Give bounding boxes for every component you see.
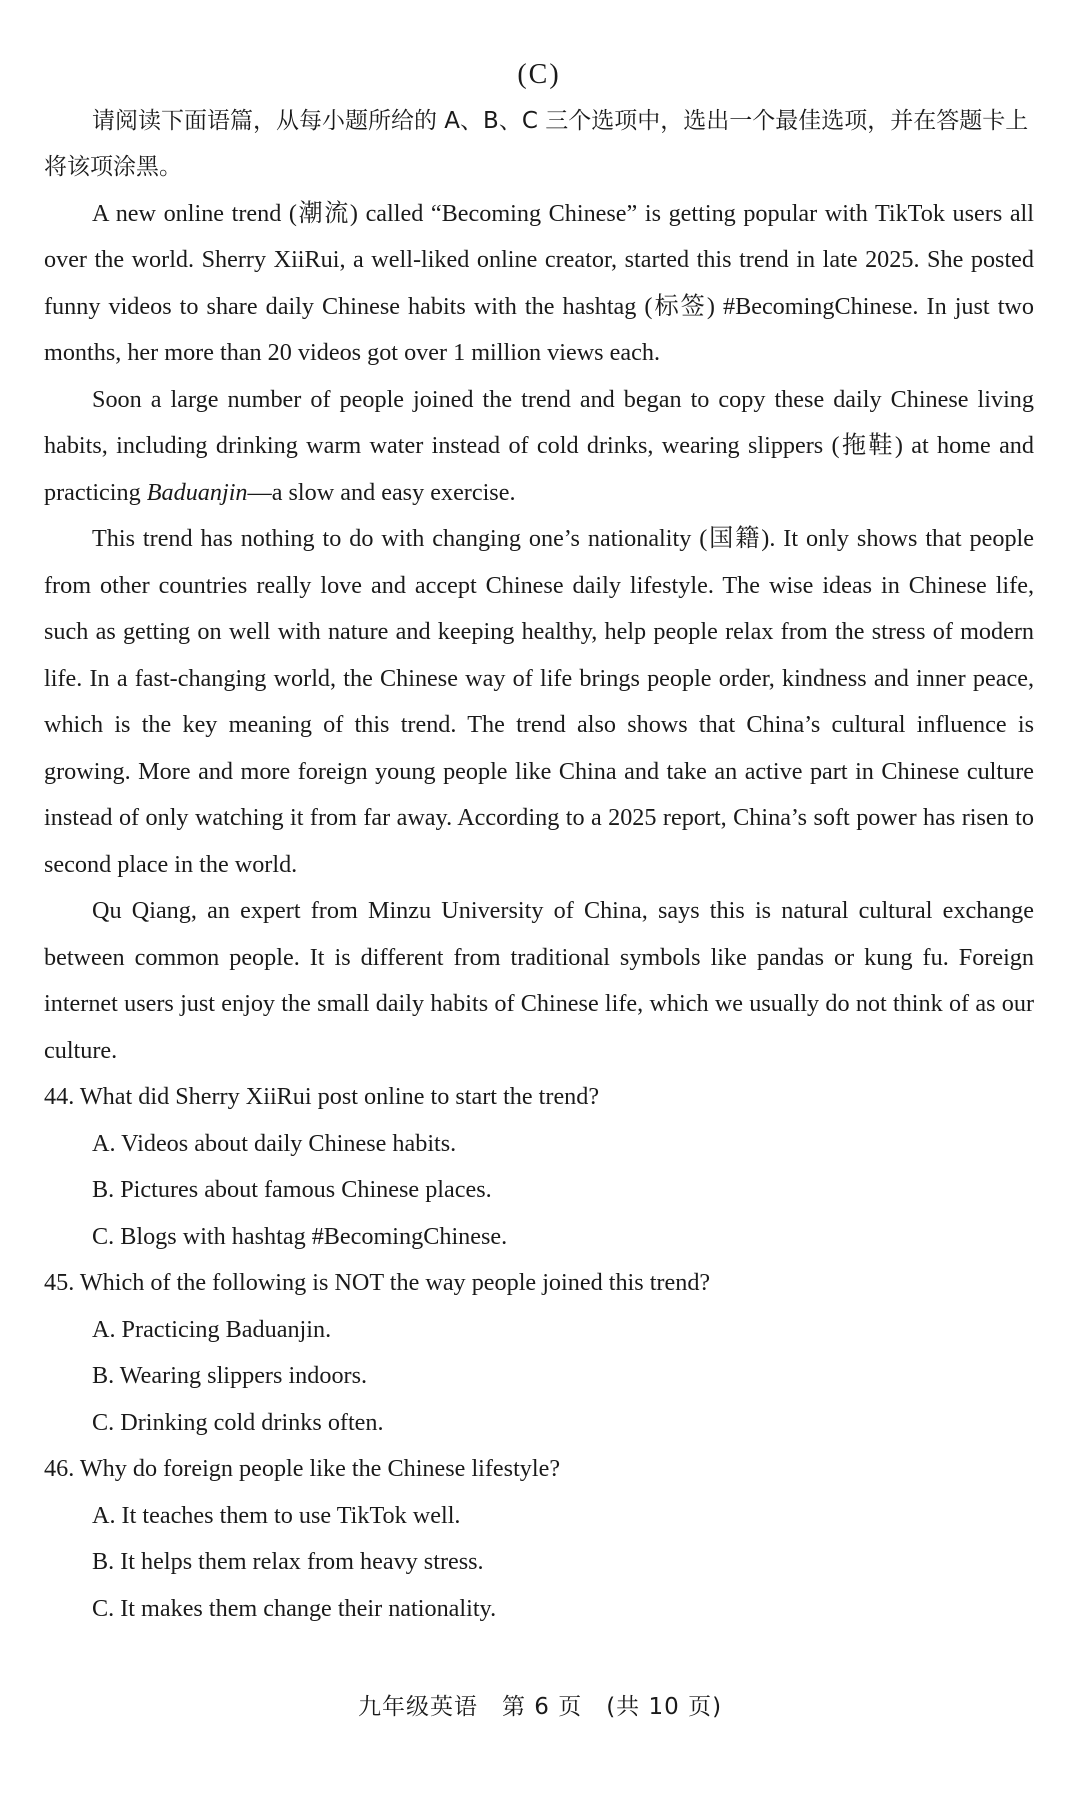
- exam-page: [44, 58, 1034, 1632]
- question-stem: 46. Why do foreign people like the Chinese lifestyle?: [44, 1455, 561, 1483]
- question-stem: 44. What did Sherry XiiRui post online to start the trend?: [44, 1083, 600, 1111]
- option-a[interactable]: A. Practicing Baduanjin.: [92, 1315, 332, 1343]
- passage-paragraph-3: This trend has nothing to do with changing one’s nationality (国籍). It only shows that people from other countries really love and accept Chinese daily lifestyle. The wise ideas in Chinese life, such as getting on well with nature and keeping healthy, help people relax from the stress of modern life. In a fast-changing world, the Chinese way of life brings people order, kindness and inner peace, which is the key meaning of this trend. The trend also shows that China’s cultural influence is growing. More and more foreign young people like China and take an active part in Chinese culture instead of only watching it from far away. According to a 2025 report, China’s soft power has risen to second place in the world.: [44, 525, 1034, 878]
- passage-paragraph-2-text: Soon a large number of people joined the trend and began to copy these daily Chinese living habits, including drinking warm water instead of cold drinks, wearing slippers (拖鞋) at home and practicing: [44, 385, 1034, 506]
- passage-paragraph-1: A new online trend (潮流) called “Becoming Chinese” is getting popular with TikTok users all over the world. Sherry XiiRui, a well-liked online creator, started this trend in late 2025. She posted funny videos to share daily Chinese habits with the hashtag (标签) #BecomingChinese. In just two months, her more than 20 videos got over 1 million views each.: [44, 199, 1034, 367]
- question-46: [44, 1446, 1034, 1632]
- question-45: [44, 1260, 1034, 1446]
- page-footer: 九年级英语 第 6 页 (共 10 页): [357, 1694, 723, 1720]
- option-a[interactable]: A. Videos about daily Chinese habits.: [92, 1129, 457, 1157]
- question-stem: 45. Which of the following is NOT the way people joined this trend?: [44, 1269, 711, 1297]
- option-a[interactable]: A. It teaches them to use TikTok well.: [92, 1501, 461, 1529]
- passage-paragraph-2-end: —a slow and easy exercise.: [247, 478, 516, 506]
- option-c[interactable]: C. It makes them change their nationality.: [92, 1594, 497, 1622]
- option-b[interactable]: B. It helps them relax from heavy stress.: [92, 1548, 484, 1576]
- question-44: [44, 1074, 1034, 1260]
- option-c[interactable]: C. Drinking cold drinks often.: [92, 1408, 384, 1436]
- baduanjin-term: Baduanjin: [146, 478, 248, 506]
- section-label: (C): [517, 59, 561, 90]
- instructions: 请阅读下面语篇，从每小题所给的 A、B、C 三个选项中，选出一个最佳选项，并在答题卡上将该项涂黑。: [44, 107, 1029, 181]
- passage-paragraph-2: [44, 377, 1034, 517]
- option-c[interactable]: C. Blogs with hashtag #BecomingChinese.: [92, 1222, 508, 1250]
- passage-paragraph-4: Qu Qiang, an expert from Minzu University of China, says this is natural cultural exchange between common people. It is different from traditional symbols like pandas or kung fu. Foreign internet users just enjoy the small daily habits of Chinese life, which we usually do not think of as our culture.: [44, 897, 1034, 1064]
- option-b[interactable]: B. Pictures about famous Chinese places.: [92, 1176, 492, 1204]
- option-b[interactable]: B. Wearing slippers indoors.: [92, 1362, 368, 1390]
